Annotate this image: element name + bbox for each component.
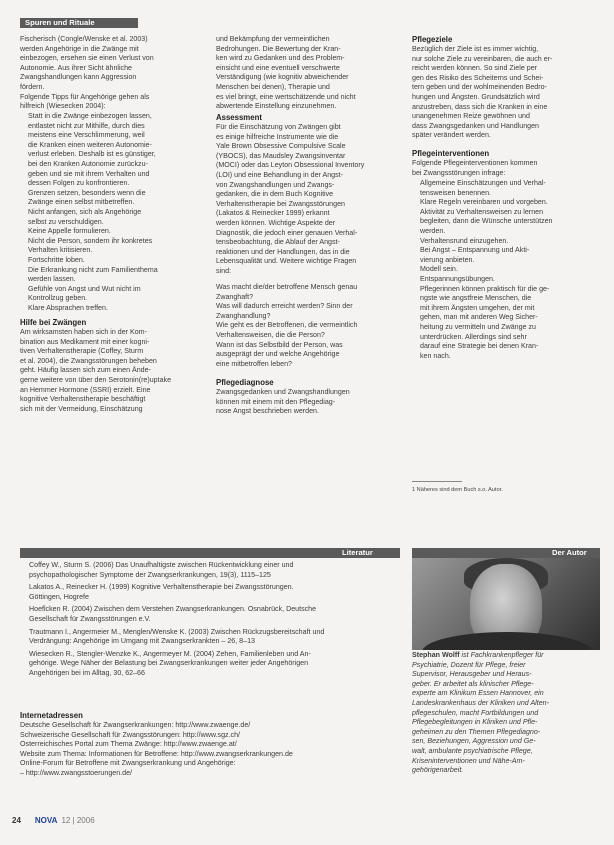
reference-line: Verdrängung: Angehörige im Umgang mit Zwangserkrankten – 26, 8–13 (29, 637, 255, 646)
question-line: Wann ist das Selbstbild der Person, was (216, 340, 343, 349)
list-item: • Verhaltensrund einzugehen. (420, 237, 610, 247)
list-item: meistens eine Verschlimmerung, weil (28, 131, 145, 140)
bio-line: gehörigenarbeit. (412, 766, 464, 775)
text-line: bination aus Medikament mit einer kogni- (20, 337, 150, 346)
text-line: gedanken, die in dem Buch Kognitive (216, 190, 334, 199)
list-item: • Klare Absprachen treffen. (28, 304, 208, 314)
list-item: Verhalten kritisieren. (28, 246, 93, 255)
heading-internetadressen: Internetadressen (20, 711, 83, 720)
reference-line: psychopathologischer Symptome der Zwangserkrankungen, 19(3), 1115–125 (29, 570, 271, 579)
literatur-bar: Literatur (20, 548, 400, 558)
col3-interventions-intro (412, 159, 602, 178)
list-item: • Modell sein. (420, 265, 610, 275)
link-line: Schweizerische Gesellschaft für Zwangsstörungen: http://www.sgz.ch/ (20, 730, 241, 739)
text-line: (LOI) und eine Behandlung in der Angst- (216, 170, 343, 179)
list-item: • Entspannungsübungen. (420, 275, 610, 285)
list-item: • Die Erkrankung nicht zum Familienthema (28, 266, 208, 276)
text-line: (MOCI) oder das Leyton Obsessional Inventory (216, 161, 365, 170)
text-line: tern geben und der wohlmeinenden Bedro- (412, 83, 547, 92)
heading-pflegediagnose: Pflegediagnose (216, 378, 274, 387)
text-line: Menschen bei denen), Therapie und (216, 82, 330, 91)
heading-pflegeinterventionen: Pflegeinterventionen (412, 149, 490, 158)
question-line: eine mitbetroffen leben? (216, 359, 292, 368)
bio-line: geheimen zu den Themen Pflegediagno- (412, 727, 541, 736)
question-line: ausgeprägt der und welche Angehörige (216, 350, 340, 359)
text-line: Zwangshandlungen kann Aggression (20, 73, 137, 82)
autor-bar: Der Autor (412, 548, 600, 558)
text-line: Bedrohungen. Die Bewertung der Kran- (216, 44, 341, 53)
list-item: • Allgemeine Einschätzungen und Verhal- (420, 179, 610, 189)
list-item: Zwänge einen selbst mitbetreffen. (28, 198, 135, 207)
question-line: Verhaltensweisen, die die Person? (216, 330, 325, 339)
bio-line: Stephan Wolff ist Fachkrankenpfleger für (412, 651, 544, 659)
author-bio (412, 651, 600, 776)
text-line: es viel bringt, eine wertschätzende und nicht (216, 92, 356, 101)
text-line: Diagnostik, die jedoch einer genauen Verhal- (216, 228, 358, 237)
text-line: von Zwangshandlungen und Zwangs- (216, 180, 335, 189)
text-line: Bezüglich der Ziele ist es immer wichtig, (412, 45, 539, 53)
bio-line: pflegeschulen, macht Fortbildungen und (412, 708, 539, 717)
text-line: können mit einem mit den Pflegediag- (216, 397, 336, 406)
list-item: selbst zu verschuldigen. (28, 217, 104, 226)
list-item: unterdrücken. Allerdings sind sehr (420, 332, 527, 341)
text-line: einsicht und eine eventuell verschwerte (216, 63, 340, 72)
page-footer (12, 816, 95, 825)
list-item: • Pflegerinnen können praktisch für die ge- (420, 285, 610, 295)
text-line: Verständigung (wie kognitiv abweichender (216, 73, 349, 82)
list-item: • Keine Appelle formulieren. (28, 227, 208, 237)
text-line: reaktionen und der Handlungen, das in die (216, 247, 350, 256)
text-line: gerne weitere von über den Serotonin(re)uptake (20, 375, 172, 384)
col2-intro (216, 35, 396, 112)
text-line: et al. 2004), die Zwangsstörungen beheben (20, 356, 157, 365)
question-line: Wie geht es der Betroffenen, die vermeintlich (216, 321, 358, 330)
text-line: gen des Risiko des Scheiterns und Schei- (412, 73, 544, 82)
issue-number: 12 | 2006 (61, 816, 95, 825)
text-line: sind: (216, 266, 231, 275)
text-line: Yale Brown Obsessive Compulsive Scale (216, 142, 346, 151)
bio-line: Supervisor, Herausgeber und Heraus- (412, 670, 532, 679)
link-line: Deutsche Gesellschaft für Zwangserkrankungen: http://www.zwaenge.de/ (20, 721, 251, 729)
list-item: • Fortschritte loben. (28, 256, 208, 266)
reference-line: Göttingen, Hogrefe (29, 592, 89, 601)
page-number: 24 (12, 816, 21, 825)
text-line: (YBOCS), das Maudsley Zwangsinventar (216, 151, 346, 160)
list-item: die Kranken einen weiteren Autonomie- (28, 140, 152, 149)
reference-line: Hoeflcken R. (2004) Zwischen dem Verstehen Zwangserkrankungen. Osnabrück, Deutsche (29, 605, 317, 614)
list-item: bei den Kranken Autonomie zurückzu- (28, 159, 148, 168)
footnote-rule (412, 481, 462, 482)
text-line: tensbeobachtung, die Ablauf der Angst- (216, 238, 340, 247)
reference-gap (20, 679, 400, 682)
list-item: • Grenzen setzen, besonders wenn die (28, 189, 208, 199)
col3-interventions-list (412, 179, 610, 361)
text-line: ken wird zu Gedanken und des Problem- (216, 54, 345, 63)
text-line: tiven Verhaltenstherapie (Coffey, Sturm (20, 347, 144, 356)
text-line: (Lakatos & Reinecker 1999) erkannt (216, 209, 330, 218)
list-item: • Nicht anfangen, sich als Angehörige (28, 208, 208, 218)
list-item: dessen Folgen zu konfrontieren. (28, 179, 130, 188)
question-line: Zwanghandlung? (216, 311, 271, 320)
list-item: ngste wie angstfreie Menschen, die (420, 294, 532, 303)
text-line: Zwangsgedanken und Zwangshandlungen (216, 388, 350, 396)
text-line: Folgende Pflegeinterventionen kommen (412, 159, 538, 167)
text-line: es einige hilfreiche Instrumente wie die (216, 132, 339, 141)
text-line: fördern. (20, 82, 45, 91)
reference-line: Lakatos A., Reinecker H. (1999) Kognitive Verhaltenstherapie bei Zwangsstörungen. (29, 583, 294, 592)
heading-pflegeziele: Pflegeziele (412, 35, 453, 44)
list-item: tensweisen benennen. (420, 188, 491, 197)
list-item: darauf eine Strategie bei denen Kran- (420, 342, 539, 351)
text-line: Verhaltenstherapie bei Zwangsstörungen (216, 199, 345, 208)
col2-questions (216, 283, 396, 369)
bio-line: walt, ambulante psychiatrische Pflege, (412, 746, 533, 755)
text-line: unangenehmen Reize gewöhnen und (412, 112, 530, 121)
reference-line: gehörige. Wege Näher der Belastung bei Zwangserkrankungen weiter jeder Angehörigen (29, 659, 309, 668)
list-item: vierung anbieten. (420, 255, 475, 264)
text-line: werden können. Wichtige Aspekte der (216, 218, 336, 227)
list-item: werden. (420, 226, 446, 235)
list-item: verlust erleben. Deshalb ist es günstiger, (28, 150, 156, 159)
list-item: entlastet nicht zur Mithilfe, durch dies (28, 121, 145, 130)
text-line: kognitive Verhaltenstherapie beschäftigt (20, 395, 146, 404)
list-item: • Bei Angst – Entspannung und Akti- (420, 246, 610, 256)
text-line: nur solche Ziele zu vereinbaren, die auch er- (412, 54, 553, 63)
internet-addresses (20, 721, 400, 779)
heading-assessment: Assessment (216, 113, 262, 122)
text-line: dass Zwangsgedanken und Handlungen (412, 121, 539, 130)
bio-line: Landeskrankenhaus der Kliniken und Alten- (412, 698, 549, 707)
text-line: nose Angst beschrieben werden. (216, 407, 319, 416)
text-line: Für die Einschätzung von Zwängen gibt (216, 123, 341, 131)
text-line: Folgende Tipps für Angehörige gehen als (20, 92, 150, 101)
text-line: und Bekämpfung der vermeintlichen (216, 35, 330, 43)
text-line: hungen und Ängsten. Grundsätzlich wird (412, 92, 540, 101)
reference-line: Angehörigen bei im Alltag, 30, 62–66 (29, 668, 145, 677)
reference-line: Trautmann I., Angermeier M., Menglen/Wenske K. (2003) Zwischen Rückzugsbereitschaft und (29, 627, 325, 636)
author-photo (412, 558, 600, 650)
footnote: 1 Näheres sind dem Buch s.o. Autor. (412, 487, 503, 493)
list-item: • Gefühle von Angst und Wut nicht im (28, 285, 208, 295)
text-line: später verändert werden. (412, 131, 491, 140)
text-line: anzustreben, dass sich die Kranken in eine (412, 102, 548, 111)
text-line: Am wirksamsten haben sich in der Kom- (20, 328, 147, 336)
text-line: Lebensqualität und. Weitere wichtige Fragen (216, 257, 357, 266)
question-line: Zwanghaft? (216, 292, 254, 301)
bio-line: Pflegebegleitungen in Kliniken und Pfle- (412, 718, 538, 727)
reference-line: Wiesecken R., Stengler-Wenzke K., Angermeyer M. (2004) Zehen, Familienleben und An- (29, 649, 311, 658)
col2-pflegediagnose-text (216, 388, 396, 417)
text-line: werden Angehörige in die Zwänge mit (20, 44, 139, 53)
text-line: an Hemmer Hormone (SSRI) erzielt. Eine (20, 385, 151, 394)
bio-line: Psychiatrie, Dozent für Pflege, freier (412, 660, 526, 669)
heading-hilfe: Hilfe bei Zwängen (20, 318, 87, 327)
link-line: – http://www.zwangsstoerungen.de/ (20, 768, 132, 777)
text-line: einbezogen, ersehen sie einen Verlust von (20, 54, 154, 63)
list-item: • Aktivität zu Verhaltensweisen zu lernen (420, 208, 610, 218)
literatur-references (20, 561, 400, 682)
list-item: heitung zu vermitteln und Zwänge zu (420, 322, 536, 331)
list-item: ken nach. (420, 351, 451, 360)
list-item: werden lassen. (28, 275, 76, 284)
col3-pflegeziele-text (412, 45, 602, 141)
section-tab: Spuren und Rituale (20, 18, 138, 28)
text-line: geht. Häufig lassen sich zum einen Ände- (20, 366, 151, 375)
bio-line: geber. Er arbeitet als klinischer Pflege- (412, 679, 534, 688)
reference-line: Gesellschaft für Zwangsstörungen e.V. (29, 614, 151, 623)
col1-tips-list (20, 112, 208, 313)
link-line: Website zum Thema: Informationen für Betroffene: http://www.zwangserkrankungen.de (20, 749, 293, 758)
text-line: reicht werden können. So sind Ziele per (412, 64, 537, 73)
list-item: geben und sie mit ihrem Verhalten und (28, 169, 150, 178)
col1-hilfe-text (20, 328, 200, 414)
bio-line: Kriseninterventionen und Nähe-Am- (412, 756, 525, 765)
text-line: abwertende Einstellung einzunehmen. (216, 102, 337, 111)
list-item: Kontrollzug geben. (28, 294, 88, 303)
list-item: • Statt in die Zwänge einbezogen lassen, (28, 112, 208, 122)
text-line: Autonomie. Aus ihrer Sicht ähnliche (20, 63, 132, 72)
link-line: Online-Forum für Betroffene mit Zwangserkrankung und Angehörige: (20, 759, 236, 768)
list-item: • Nicht die Person, sondern ihr konkretes (28, 237, 208, 247)
bio-line: experte am Klinikum Essen Hannover, ein (412, 689, 544, 698)
bio-line: sen, Beziehungen, Aggression und Ge- (412, 737, 536, 746)
list-item: • Klare Regeln vereinbaren und vorgeben. (420, 198, 610, 208)
list-item: mit ihrem Ängsten umgehen, der mit (420, 303, 535, 312)
col1-intro (20, 35, 200, 112)
text-line: hilfreich (Wiesecken 2004): (20, 102, 106, 111)
list-item: gehen, man mit anderen Weg Sicher- (420, 313, 538, 322)
text-line: sich mit der Vermeidung, Einschätzung (20, 404, 143, 413)
reference-line: Coffey W., Sturm S. (2006) Das Unaufhaltigste zwischen Rückentwicklung einer und (29, 561, 294, 569)
col2-assessment-text (216, 123, 396, 277)
magazine-name: NOVA (34, 816, 58, 825)
list-item: begleiten, dann die Wünsche unterstützen (420, 217, 553, 226)
question-line: Was macht die/der betroffene Mensch genau (216, 283, 358, 291)
question-line: Was will dadurch erreicht werden? Sinn der (216, 302, 353, 311)
text-line: bei Zwangsstörungen infrage: (412, 168, 506, 177)
text-line: Fischerisch (Congle/Wenske et al. 2003) (20, 35, 148, 43)
link-line: Österreichisches Portal zum Thema Zwänge: http://www.zwaenge.at/ (20, 740, 237, 749)
